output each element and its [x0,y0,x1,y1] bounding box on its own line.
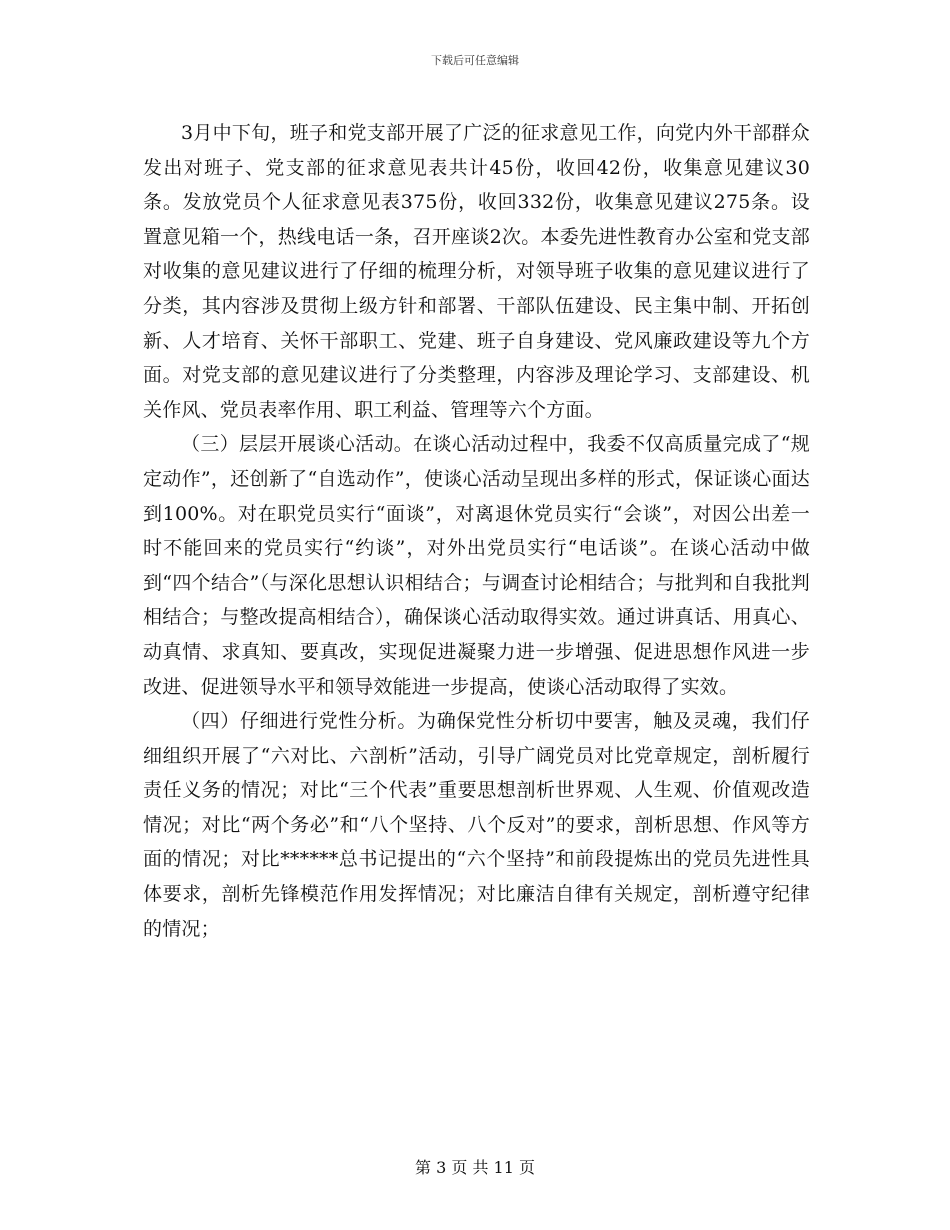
page-number: 第 3 页 共 11 页 [415,1158,535,1177]
paragraph: （三）层层开展谈心活动。在谈心活动过程中，我委不仅高质量完成了“规定动作”，还创新了“自选动作”，使谈心活动呈现出多样的形式，保证谈心面达到100%。对在职党员实行“面谈”，对离退休党员实行“会谈”，对因公出差一时不能回来的党员实行“约谈”，对外出党员实行“电话谈”。在谈心活动中做到“四个结合”（与深化思想认识相结合；与调查讨论相结合；与批判和自我批判相结合；与整改提高相结合），确保谈心活动取得实效。通过讲真话、用真心、动真情、求真知、要真改，实现促进凝聚力进一步增强、促进思想作风进一步改进、促进领导水平和领导效能进一步提高，使谈心活动取得了实效。 [143,433,810,698]
paragraph: 3月中下旬，班子和党支部开展了广泛的征求意见工作，向党内外干部群众发出对班子、党支部的征求意见表共计45份，收回42份，收集意见建议30条。发放党员个人征求意见表375份，收回332份，收集意见建议275条。设置意见箱一个，热线电话一条，召开座谈2次。本委先进性教育办公室和党支部对收集的意见建议进行了仔细的梳理分析，对领导班子收集的意见建议进行了分类，其内容涉及贯彻上级方针和部署、干部队伍建设、民主集中制、开拓创新、人才培育、关怀干部职工、党建、班子自身建设、党风廉政建设等九个方面。对党支部的意见建议进行了分类整理，内容涉及理论学习、支部建设、机关作风、党员表率作用、职工利益、管理等六个方面。 [143,122,810,421]
paragraph: （四）仔细进行党性分析。为确保党性分析切中要害，触及灵魂，我们仔细组织开展了“六对比、六剖析”活动，引导广阔党员对比党章规定，剖析履行责任义务的情况；对比“三个代表”重要思想剖析世界观、人生观、价值观改造情况；对比“两个务必”和“八个坚持、八个反对”的要求，剖析思想、作风等方面的情况；对比******总书记提出的“六个坚持”和前段提炼出的党员先进性具体要求，剖析先锋模范作用发挥情况；对比廉洁自律有关规定，剖析遵守纪律的情况； [143,710,810,940]
page-header-note: 下载后可任意编辑 [431,54,519,67]
document-body [143,116,810,946]
